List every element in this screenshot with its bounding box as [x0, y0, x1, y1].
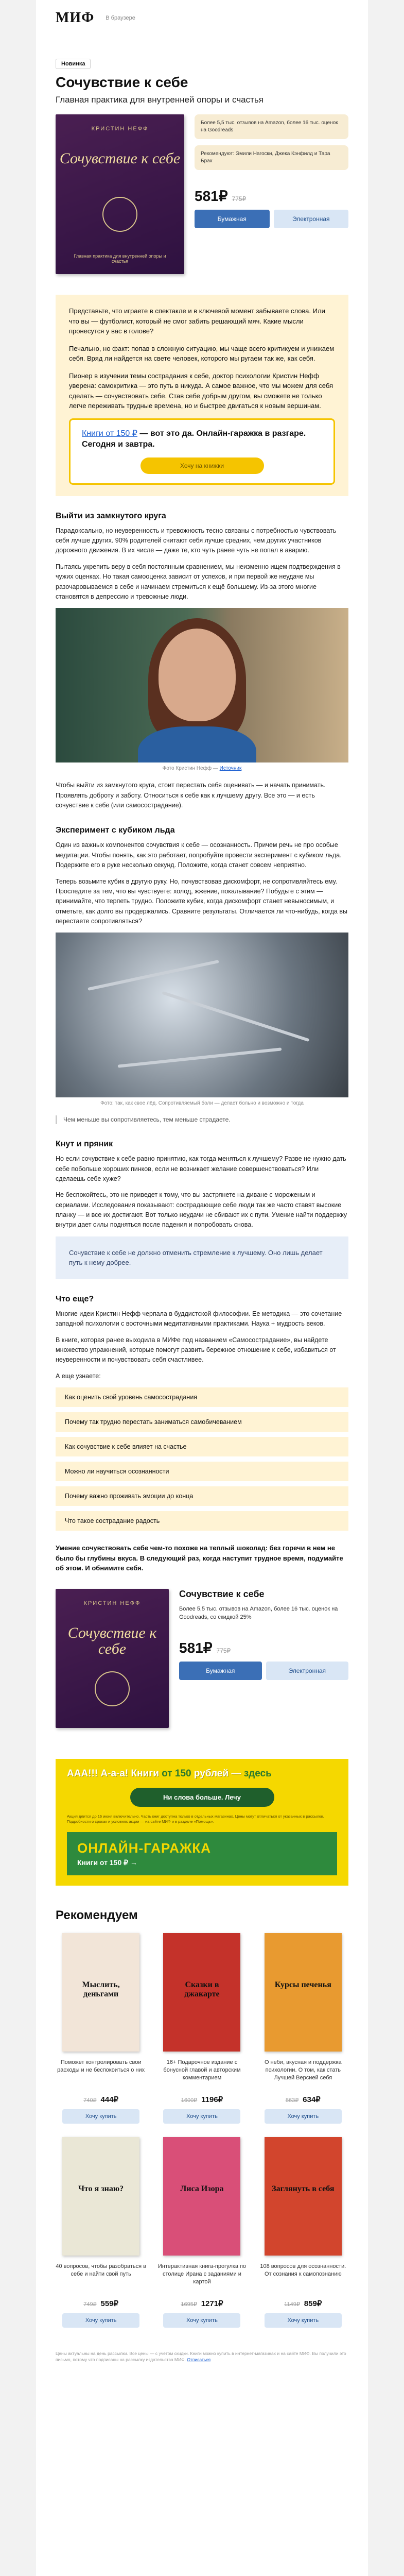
- list-item: Что такое сострадание радость: [56, 1511, 348, 1531]
- intro-block: [56, 295, 348, 496]
- book-card: [56, 2137, 146, 2328]
- section-heading: Эксперимент с кубиком льда: [56, 826, 175, 835]
- hero-info: [195, 114, 348, 274]
- hero: [56, 114, 348, 274]
- banner-green-block[interactable]: [67, 1832, 337, 1875]
- list-item: Почему так трудно перестать заниматься самобичеванием: [56, 1412, 348, 1432]
- buy-button[interactable]: Хочу купить: [163, 2313, 240, 2328]
- ice-branch: [162, 991, 309, 1042]
- ice-photo: [56, 933, 348, 1097]
- book-price: 444₽: [100, 2095, 119, 2104]
- book-price: 1271₽: [201, 2299, 223, 2308]
- book-price: 1196₽: [201, 2095, 223, 2104]
- logo[interactable]: МИФ: [56, 10, 95, 26]
- note: Чем меньше вы сопротивляетесь, тем меньше страдаете.: [56, 1115, 348, 1124]
- offer-title: Сочувствие к себе: [179, 1588, 265, 1599]
- book-prices: [156, 2299, 247, 2308]
- photo-caption: Фото: так, как свое лёд. Сопротивляемый боли — делает больно и возможно и тогда: [100, 1100, 304, 1107]
- book-prices: [258, 2299, 348, 2308]
- book-card: [156, 1933, 247, 2124]
- paragraph: Но если сочувствие к себе равно принятию, как тогда меняться к лучшему? Разве не нужно дать себе побольше хороших пинков, если не возникает желание совершенствоваться? Или сделаешь себе хуже?: [56, 1155, 346, 1182]
- quote-box: Сочувствие к себе не должно отменить стремление к лучшему. Оно лишь делает путь к нему добрее.: [56, 1236, 348, 1279]
- banner-green-subtitle: Книги от 150 ₽ →: [77, 1858, 137, 1867]
- buy-paper-button[interactable]: Бумажная: [179, 1662, 262, 1680]
- ice-branch: [87, 960, 219, 991]
- old-price: 775₽: [232, 195, 247, 202]
- book-thumb[interactable]: [163, 2137, 240, 2256]
- book-thumb-title: Что я знаю?: [78, 2184, 124, 2193]
- cover-subtitle: Главная практика для внутренней опоры и счастья: [74, 253, 166, 264]
- book-desc: 40 вопросов, чтобы разобраться в себе и найти свой путь: [56, 2263, 146, 2277]
- new-badge: Новинка: [56, 59, 91, 69]
- recommend-grid: [56, 1933, 348, 2328]
- old-price: 775₽: [216, 1647, 231, 1654]
- list-item: Как сочувствие к себе влияет на счастье: [56, 1437, 348, 1456]
- price: 581₽: [179, 1639, 213, 1656]
- book-thumb[interactable]: [62, 2137, 139, 2256]
- book-desc: 108 вопросов для осознанности. От сознания к самопознанию: [260, 2263, 346, 2277]
- offer-book-cover[interactable]: [56, 1589, 169, 1728]
- book-thumb-title: Мыслить, деньгами: [82, 1980, 120, 1998]
- book-price: 859₽: [304, 2299, 322, 2308]
- buy-buttons: [195, 210, 348, 228]
- intro-paragraph: Печально, но факт: попав в сложную ситуацию, мы чаще всего критикуем и унижаем себя. Вряд ли найдется на свете человек, которого мы ругаем так же, как себя.: [69, 344, 335, 362]
- ice-branch: [118, 1048, 282, 1068]
- article-body: [36, 512, 368, 1573]
- paragraph: Чтобы выйти из замкнутого круга, стоит перестать себя оценивать — и начать принимать. Проявлять доброту и заботу. Относиться к себе как к лучшему другу. Все это — и есть сочувствие к себе (или самосострадание).: [56, 782, 326, 809]
- book-thumb[interactable]: [62, 1933, 139, 2052]
- banner-headline-part: ААА!!! А-а-а! Книги: [67, 1768, 162, 1779]
- book-old-price: 1149₽: [284, 2301, 300, 2308]
- buy-ebook-button[interactable]: Электронная: [266, 1662, 349, 1680]
- promo-button[interactable]: Хочу на книжки: [140, 457, 264, 474]
- book-thumb[interactable]: [265, 2137, 342, 2256]
- cover-ornament-icon: [95, 1671, 130, 1706]
- list-item: Как оценить свой уровень самосострадания: [56, 1387, 348, 1407]
- paragraph: В книге, которая ранее выходила в МИФе под названием «Самосострадание», вы найдете множество упражнений, которые помогут развить бережное отношение к себе, избавиться от неуверенности и почувствовать себя счастливее.: [56, 1336, 336, 1364]
- banner-headline-part: рублей —: [191, 1768, 244, 1779]
- banner-headline-part: здесь: [243, 1768, 272, 1779]
- photo-face: [159, 629, 236, 721]
- book-old-price: 740₽: [83, 2097, 97, 2104]
- buy-button[interactable]: Хочу купить: [265, 2313, 342, 2328]
- book-thumb-title: Сказки в джакарте: [184, 1980, 220, 1998]
- buy-buttons: [179, 1662, 348, 1680]
- book-prices: [156, 2095, 247, 2104]
- promo-box: [69, 418, 335, 485]
- book-price: 634₽: [303, 2095, 321, 2104]
- paragraph: Один из важных компонентов сочувствия к себе — осознанность. Причем речь не про особые медитации. Чтобы понять, как это работает, попробуйте провести эксперимент с кубиком льда. Подержите его в руке несколько секунд. Положите, когда станет совсем неприятно.: [56, 841, 342, 869]
- recommend-badge: Рекомендуют: Эмили Нагоски, Джека Кэнфилд и Тара Брах: [195, 145, 348, 170]
- caption-source-link[interactable]: Источник: [219, 766, 242, 772]
- sale-banner[interactable]: [56, 1759, 348, 1886]
- paragraph: Пытаясь укрепить веру в себя постоянным сравнением, мы неизменно ищем подтверждения в чужих оценках. Но такая самооценка зависит от успехов, и при первой же неудаче мы разочаровываемся в себе и начинаем стремиться к ещё большему. Из-за этого многие становятся в депрессию и тревожные люди.: [56, 563, 341, 600]
- banner-green-title: ОНЛАЙН-ГАРАЖКА: [77, 1840, 211, 1856]
- cover-ornament-icon: [102, 197, 137, 232]
- buy-button[interactable]: Хочу купить: [163, 2109, 240, 2124]
- paragraph: Парадоксально, но неуверенность и тревожность тесно связаны с потребностью чувствовать себя лучше других. 90% родителей считают себя лучше средних, чем других участников дорожного движения. В их числе — даже те, кто чуть ранее чуть не попал в аварию.: [56, 527, 337, 554]
- book-thumb-title: Заглянуть в себя: [272, 2184, 335, 2193]
- list-intro: А еще узнаете:: [56, 1372, 101, 1380]
- promo-text: — вот это да. Онлайн-гаражка в разгаре. Сегодня и завтра.: [82, 429, 306, 449]
- book-thumb-title: Лиса Изора: [180, 2184, 224, 2193]
- offer-info: [179, 1589, 348, 1728]
- page-title: Сочувствие к себе: [56, 74, 188, 90]
- book-thumb-title: Курсы печенья: [274, 1980, 331, 1989]
- banner-button[interactable]: Ни слова больше. Лечу: [130, 1788, 274, 1807]
- browser-link[interactable]: В браузере: [106, 15, 135, 21]
- header: [36, 0, 368, 36]
- cover-author: КРИСТИН НЕФФ: [91, 126, 149, 132]
- book-card: [258, 1933, 348, 2124]
- offer: [56, 1589, 348, 1728]
- intro-paragraph: Представьте, что играете в спектакле и в ключевой момент забываете слова. Или что вы — футболист, который не смог забить решающий мяч. Какие мысли пронесутся у вас в голове?: [69, 307, 325, 335]
- price-row: [195, 188, 348, 205]
- book-card: [56, 1933, 146, 2124]
- buy-ebook-button[interactable]: Электронная: [274, 210, 349, 228]
- book-desc: Интерактивная книга-прогулка по столице Ирана с заданиями и картой: [157, 2263, 247, 2285]
- price-row: [179, 1639, 348, 1656]
- cover-author: КРИСТИН НЕФФ: [83, 1600, 141, 1606]
- promo-title: [82, 428, 322, 450]
- book-prices: [56, 2299, 146, 2308]
- paragraph: Теперь возьмите кубик в другую руку. Но, почувствовав дискомфорт, не сопротивляйтесь ему. Проследите за тем, что вы чувствуете: холод, жжение, покалывание? Побудьте с этим — принимайте, что терпеть трудно. Положите кубик, когда дискомфорт станет невыносимым, и отметьте, как долго вы продержались. Сравните результаты. Отличается ли что-нибудь, когда вы перестаете сопротивляться?: [56, 877, 348, 925]
- author-photo: [56, 608, 348, 762]
- promo-link[interactable]: Книги от 150 ₽: [82, 429, 137, 438]
- book-card: [258, 2137, 348, 2328]
- recommend-heading: Рекомендуем: [56, 1908, 138, 1922]
- closing-paragraph: Умение сочувствовать себе чем-то похоже на теплый шоколад: без горечи в нем не было бы глубины вкуса. В следующий раз, когда наступит трудное время, подумайте об этом. И обнимите себя.: [56, 1544, 343, 1572]
- book-desc: Поможет контролировать свои расходы и не беспокоиться о них: [57, 2059, 145, 2073]
- book-prices: [56, 2095, 146, 2104]
- review-badge: Более 5,5 тыс. отзывов на Amazon, более 16 тыс. оценок на Goodreads: [195, 114, 348, 139]
- book-old-price: 863₽: [285, 2097, 299, 2104]
- book-desc: 16+ Подарочное издание с бонусной главой и авторским комментарием: [163, 2059, 241, 2081]
- intro-paragraph: Пионер в изучении темы сострадания к себе, доктор психологии Кристин Нефф уверена: самокритика — это путь в никуда. А самое важное, что мы можем для себя сделать — сочувствовать себе. Став себе добрым другом, вы сможете не только легче переживать трудные времена, но и быстрее двигаться к новым вершинам.: [69, 371, 333, 410]
- photo-caption: Фото Кристин Нефф — Источник: [162, 766, 242, 772]
- buy-button[interactable]: Хочу купить: [62, 2313, 139, 2328]
- buy-paper-button[interactable]: Бумажная: [195, 210, 270, 228]
- book-old-price: 749₽: [83, 2301, 97, 2308]
- book-old-price: 1600₽: [181, 2097, 198, 2104]
- book-desc: О неби, вкусная и поддержка психологии. О том, как стать Лучшей Версией себя: [264, 2059, 342, 2081]
- cover-title: Сочувствие к себе: [67, 1624, 157, 1658]
- page-subtitle: Главная практика для внутренней опоры и счастья: [56, 95, 264, 105]
- unsubscribe-link[interactable]: Отписаться: [187, 2357, 211, 2363]
- buy-button[interactable]: Хочу купить: [62, 2109, 139, 2124]
- section-heading: Что еще?: [56, 1294, 94, 1303]
- list-item: Почему важно проживать эмоции до конца: [56, 1486, 348, 1506]
- banner-fine-print: Акция длится до 16 июня включительно. Часть книг доступна только в отдельных магазинах. Цены могут отличаться от указанных в рассылке. Подробности о сроках и условиях акции — на сайте МИФ и в разделе «Помощь».: [67, 1814, 324, 1824]
- email-sheet: [36, 0, 368, 2576]
- cover-title: Сочувствие к себе: [59, 150, 181, 167]
- caption-text: Фото Кристин Нефф: [162, 766, 212, 772]
- section-heading: Кнут и пряник: [56, 1140, 113, 1149]
- buy-button[interactable]: Хочу купить: [265, 2109, 342, 2124]
- paragraph: Не беспокойтесь, это не приведет к тому, что вы застрянете на диване с мороженым и сериалами. Исследования показывают: сострадающие себе люди так же часто ставят высокие планку — и все их достигают. Вот только неудачи не сбивают их с пути. Умение найти поддержку внутри дает силы подняться после падения и попробовать снова.: [56, 1191, 347, 1229]
- price: 581₽: [195, 188, 228, 204]
- book-thumb[interactable]: [163, 1933, 240, 2052]
- book-cover[interactable]: [56, 114, 184, 274]
- book-card: [156, 2137, 247, 2328]
- footer: [56, 2350, 348, 2364]
- book-old-price: 1695₽: [181, 2301, 197, 2308]
- footer-text: Цены актуальны на день рассылки. Все цены — с учётом скидки. Книги можно купить в интернет-магазинах и на сайте МИФ. Вы получили это письмо, потому что подписаны на рассылку издательства МИФ.: [56, 2350, 346, 2363]
- section-heading: Выйти из замкнутого круга: [56, 511, 166, 520]
- book-price: 559₽: [100, 2299, 119, 2308]
- banner-headline-part: от 150: [162, 1768, 191, 1779]
- list-item: Можно ли научиться осознанности: [56, 1462, 348, 1481]
- paragraph: Многие идеи Кристин Нефф черпала в буддистской философии. Ее методика — это сочетание западной психологии с восточными медитативными практиками. Наука + мудрость веков.: [56, 1310, 342, 1328]
- offer-text: Более 5,5 тыс. отзывов на Amazon, более 16 тыс. оценок на Goodreads, со скидкой 25%: [179, 1605, 338, 1621]
- book-thumb[interactable]: [265, 1933, 342, 2052]
- banner-headline: [67, 1768, 337, 1780]
- book-prices: [258, 2095, 348, 2104]
- photo-shirt: [138, 726, 256, 762]
